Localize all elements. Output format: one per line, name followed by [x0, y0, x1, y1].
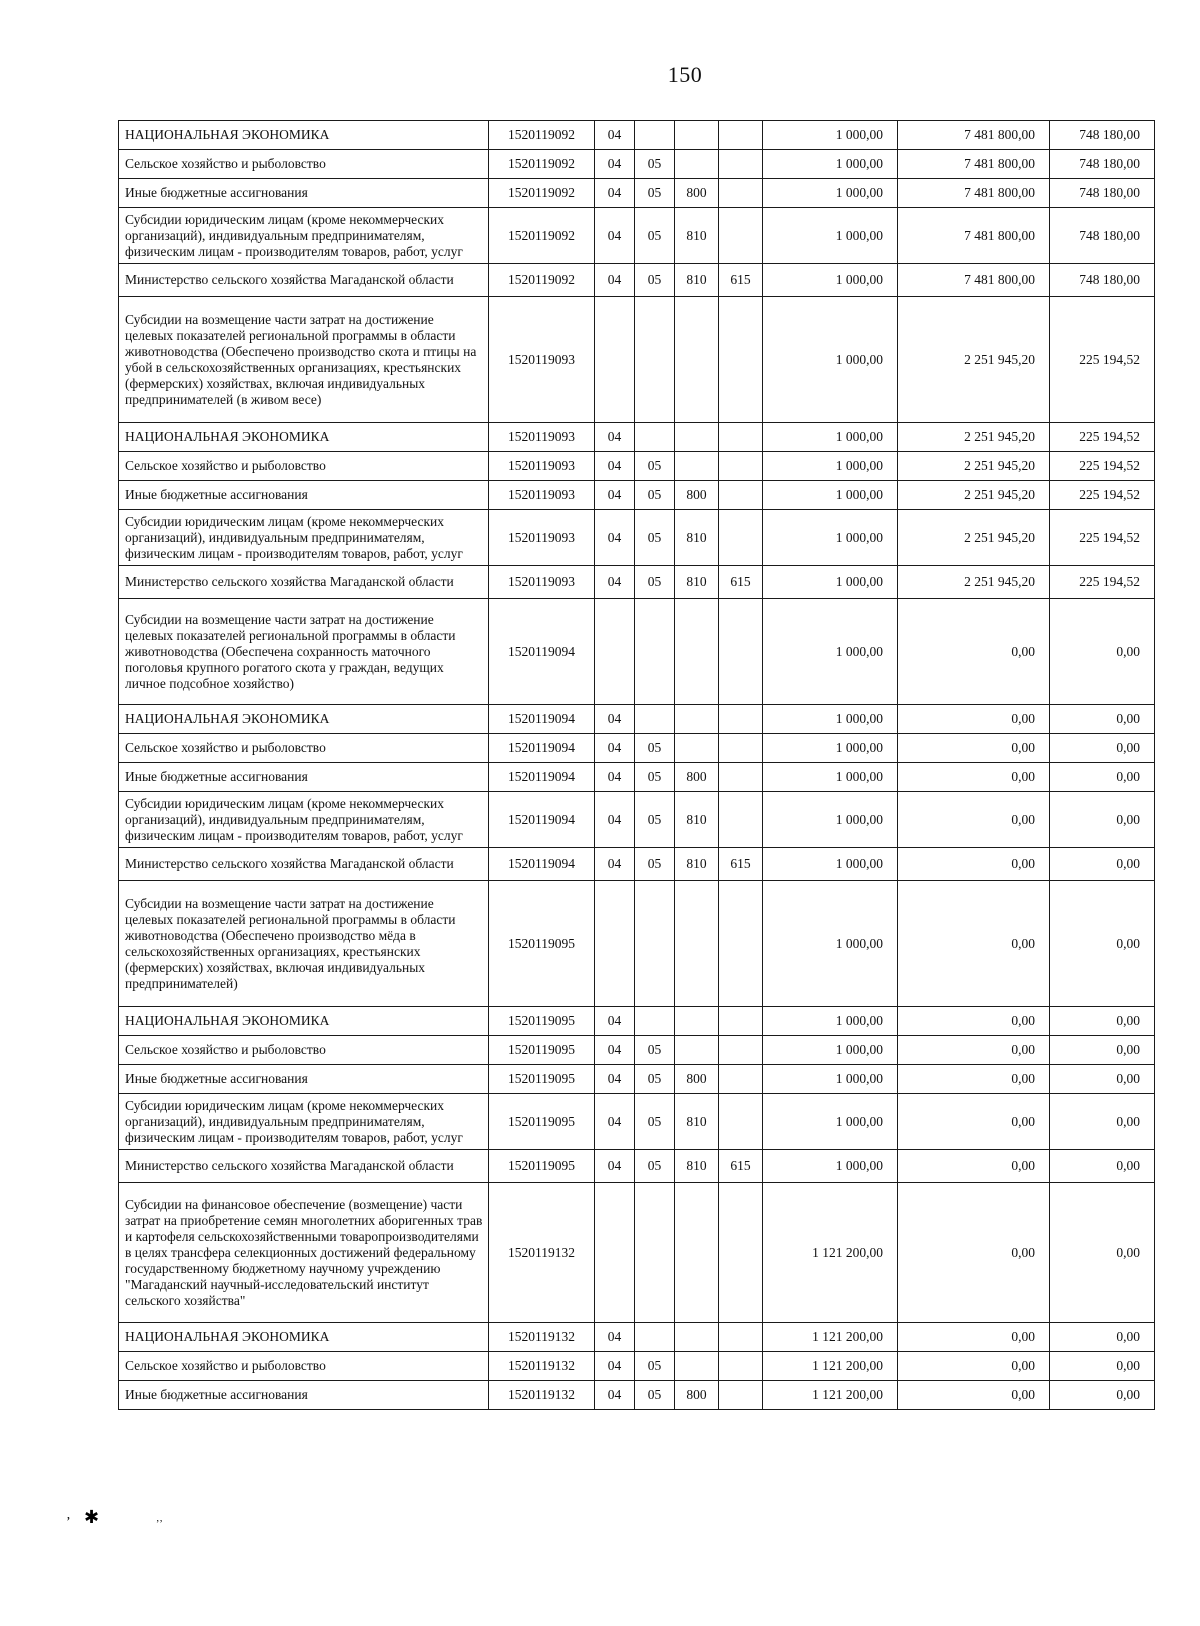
expense-type-code: 800: [675, 1381, 719, 1410]
row-name: Министерство сельского хозяйства Магаданской области: [119, 848, 489, 881]
amount-1: 1 000,00: [763, 452, 898, 481]
amount-3: 0,00: [1050, 1094, 1155, 1150]
section-code: 04: [595, 121, 635, 150]
table-row: [119, 599, 1155, 705]
amount-3: 0,00: [1050, 763, 1155, 792]
amount-3: 0,00: [1050, 1007, 1155, 1036]
amount-3: 0,00: [1050, 599, 1155, 705]
subsection-code: 05: [635, 264, 675, 297]
section-code: 04: [595, 1007, 635, 1036]
target-code: 1520119094: [489, 848, 595, 881]
ministry-code: 615: [719, 1150, 763, 1183]
amount-2: 0,00: [898, 1036, 1050, 1065]
ministry-code: [719, 510, 763, 566]
amount-3: 225 194,52: [1050, 423, 1155, 452]
subsection-code: [635, 1323, 675, 1352]
expense-type-code: 810: [675, 208, 719, 264]
ministry-code: [719, 1183, 763, 1323]
amount-1: 1 121 200,00: [763, 1183, 898, 1323]
table-row: [119, 510, 1155, 566]
expense-type-code: [675, 705, 719, 734]
ministry-code: [719, 763, 763, 792]
amount-3: 748 180,00: [1050, 150, 1155, 179]
ministry-code: [719, 599, 763, 705]
ministry-code: 615: [719, 848, 763, 881]
amount-3: 225 194,52: [1050, 452, 1155, 481]
expense-type-code: [675, 121, 719, 150]
amount-1: 1 000,00: [763, 1065, 898, 1094]
ministry-code: 615: [719, 566, 763, 599]
amount-2: 0,00: [898, 1150, 1050, 1183]
expense-type-code: [675, 1183, 719, 1323]
row-name: НАЦИОНАЛЬНАЯ ЭКОНОМИКА: [119, 705, 489, 734]
table-row: [119, 452, 1155, 481]
row-name: Сельское хозяйство и рыболовство: [119, 1352, 489, 1381]
expense-type-code: 810: [675, 792, 719, 848]
section-code: 04: [595, 452, 635, 481]
subsection-code: [635, 121, 675, 150]
amount-3: 0,00: [1050, 705, 1155, 734]
row-name: НАЦИОНАЛЬНАЯ ЭКОНОМИКА: [119, 1323, 489, 1352]
amount-2: 0,00: [898, 881, 1050, 1007]
row-name: Министерство сельского хозяйства Магаданской области: [119, 264, 489, 297]
ministry-code: [719, 881, 763, 1007]
budget-table: [118, 120, 1155, 1410]
target-code: 1520119093: [489, 510, 595, 566]
target-code: 1520119093: [489, 566, 595, 599]
amount-2: 0,00: [898, 1183, 1050, 1323]
expense-type-code: [675, 452, 719, 481]
amount-2: 2 251 945,20: [898, 481, 1050, 510]
amount-2: 7 481 800,00: [898, 121, 1050, 150]
ministry-code: [719, 1036, 763, 1065]
table-row: [119, 763, 1155, 792]
amount-2: 2 251 945,20: [898, 566, 1050, 599]
table-row: [119, 1183, 1155, 1323]
row-name: Субсидии юридическим лицам (кроме некоммерческих организаций), индивидуальным предпринимателям, физическим лицам - производителям товаров, работ, услуг: [119, 208, 489, 264]
amount-2: 0,00: [898, 848, 1050, 881]
target-code: 1520119132: [489, 1323, 595, 1352]
section-code: 04: [595, 705, 635, 734]
section-code: 04: [595, 1352, 635, 1381]
amount-2: 0,00: [898, 1094, 1050, 1150]
section-code: 04: [595, 150, 635, 179]
subsection-code: 05: [635, 481, 675, 510]
ministry-code: [719, 792, 763, 848]
subsection-code: 05: [635, 452, 675, 481]
amount-1: 1 000,00: [763, 423, 898, 452]
subsection-code: 05: [635, 510, 675, 566]
section-code: 04: [595, 792, 635, 848]
section-code: 04: [595, 179, 635, 208]
expense-type-code: [675, 1036, 719, 1065]
expense-type-code: [675, 1323, 719, 1352]
expense-type-code: 810: [675, 1094, 719, 1150]
amount-3: 0,00: [1050, 1183, 1155, 1323]
amount-2: 2 251 945,20: [898, 452, 1050, 481]
amount-3: 748 180,00: [1050, 208, 1155, 264]
target-code: 1520119094: [489, 705, 595, 734]
target-code: 1520119132: [489, 1381, 595, 1410]
target-code: 1520119094: [489, 792, 595, 848]
amount-1: 1 000,00: [763, 1036, 898, 1065]
table-row: [119, 297, 1155, 423]
amount-3: 0,00: [1050, 1381, 1155, 1410]
table-row: [119, 1094, 1155, 1150]
row-name: Сельское хозяйство и рыболовство: [119, 150, 489, 179]
expense-type-code: [675, 423, 719, 452]
row-name: Субсидии юридическим лицам (кроме некоммерческих организаций), индивидуальным предпринимателям, физическим лицам - производителям товаров, работ, услуг: [119, 792, 489, 848]
row-name: Субсидии на возмещение части затрат на достижение целевых показателей региональной программы в области животноводства (Обеспечено производство мёда в сельскохозяйственных организациях, крестьянских (фермерских) хозяйствах, включая индивидуальных предпринимателей): [119, 881, 489, 1007]
amount-3: 0,00: [1050, 1150, 1155, 1183]
subsection-code: [635, 881, 675, 1007]
amount-1: 1 000,00: [763, 599, 898, 705]
ministry-code: [719, 481, 763, 510]
amount-3: 748 180,00: [1050, 179, 1155, 208]
ministry-code: [719, 1007, 763, 1036]
expense-type-code: 800: [675, 1065, 719, 1094]
row-name: Субсидии на возмещение части затрат на достижение целевых показателей региональной программы в области животноводства (Обеспечена сохранность маточного поголовья крупного рогатого скота у граждан, ведущих личное подсобное хозяйство): [119, 599, 489, 705]
row-name: Субсидии на финансовое обеспечение (возмещение) части затрат на приобретение семян многолетних аборигенных трав и картофеля сельскохозяйственными товаропроизводителями в целях трансфера селекционных достижений федеральному государственному бюджетному научному учреждению "Магаданский научный-исследовательский институт сельского хозяйства": [119, 1183, 489, 1323]
row-name: Субсидии юридическим лицам (кроме некоммерческих организаций), индивидуальным предпринимателям, физическим лицам - производителям товаров, работ, услуг: [119, 1094, 489, 1150]
subsection-code: [635, 423, 675, 452]
amount-1: 1 000,00: [763, 297, 898, 423]
amount-3: 225 194,52: [1050, 481, 1155, 510]
subsection-code: 05: [635, 208, 675, 264]
subsection-code: [635, 297, 675, 423]
amount-3: 748 180,00: [1050, 121, 1155, 150]
subsection-code: 05: [635, 792, 675, 848]
target-code: 1520119132: [489, 1352, 595, 1381]
target-code: 1520119095: [489, 1150, 595, 1183]
target-code: 1520119094: [489, 599, 595, 705]
subsection-code: 05: [635, 179, 675, 208]
subsection-code: 05: [635, 1352, 675, 1381]
section-code: 04: [595, 510, 635, 566]
subsection-code: 05: [635, 150, 675, 179]
amount-1: 1 000,00: [763, 763, 898, 792]
amount-2: 0,00: [898, 734, 1050, 763]
amount-3: 225 194,52: [1050, 510, 1155, 566]
table-row: [119, 566, 1155, 599]
subsection-code: 05: [635, 848, 675, 881]
table-row: [119, 121, 1155, 150]
amount-3: 225 194,52: [1050, 297, 1155, 423]
subsection-code: [635, 1007, 675, 1036]
section-code: [595, 1183, 635, 1323]
ministry-code: [719, 1323, 763, 1352]
section-code: 04: [595, 208, 635, 264]
amount-1: 1 121 200,00: [763, 1381, 898, 1410]
section-code: 04: [595, 734, 635, 763]
section-code: 04: [595, 481, 635, 510]
table-row: [119, 792, 1155, 848]
row-name: НАЦИОНАЛЬНАЯ ЭКОНОМИКА: [119, 121, 489, 150]
row-name: Сельское хозяйство и рыболовство: [119, 734, 489, 763]
subsection-code: 05: [635, 1150, 675, 1183]
subsection-code: 05: [635, 1381, 675, 1410]
section-code: 04: [595, 763, 635, 792]
section-code: 04: [595, 1150, 635, 1183]
scan-speck: ʼʼ: [156, 1519, 163, 1530]
ministry-code: [719, 1352, 763, 1381]
target-code: 1520119095: [489, 881, 595, 1007]
amount-3: 0,00: [1050, 1323, 1155, 1352]
amount-1: 1 000,00: [763, 705, 898, 734]
target-code: 1520119093: [489, 423, 595, 452]
table-row: [119, 705, 1155, 734]
section-code: [595, 297, 635, 423]
row-name: Иные бюджетные ассигнования: [119, 179, 489, 208]
table-row: [119, 150, 1155, 179]
expense-type-code: 810: [675, 510, 719, 566]
table-row: [119, 734, 1155, 763]
amount-2: 0,00: [898, 792, 1050, 848]
expense-type-code: 800: [675, 763, 719, 792]
subsection-code: 05: [635, 566, 675, 599]
target-code: 1520119092: [489, 208, 595, 264]
amount-3: 0,00: [1050, 1065, 1155, 1094]
ministry-code: [719, 705, 763, 734]
row-name: НАЦИОНАЛЬНАЯ ЭКОНОМИКА: [119, 423, 489, 452]
expense-type-code: [675, 734, 719, 763]
section-code: 04: [595, 1036, 635, 1065]
table-row: [119, 881, 1155, 1007]
table-row: [119, 264, 1155, 297]
subsection-code: 05: [635, 734, 675, 763]
target-code: 1520119093: [489, 297, 595, 423]
row-name: Министерство сельского хозяйства Магаданской области: [119, 1150, 489, 1183]
expense-type-code: 800: [675, 481, 719, 510]
table-row: [119, 481, 1155, 510]
section-code: 04: [595, 848, 635, 881]
row-name: Сельское хозяйство и рыболовство: [119, 452, 489, 481]
subsection-code: [635, 705, 675, 734]
ministry-code: [719, 121, 763, 150]
amount-2: 0,00: [898, 763, 1050, 792]
amount-3: 0,00: [1050, 1036, 1155, 1065]
amount-2: 0,00: [898, 1352, 1050, 1381]
target-code: 1520119092: [489, 264, 595, 297]
row-name: Сельское хозяйство и рыболовство: [119, 1036, 489, 1065]
row-name: Субсидии юридическим лицам (кроме некоммерческих организаций), индивидуальным предпринимателям, физическим лицам - производителям товаров, работ, услуг: [119, 510, 489, 566]
ministry-code: [719, 1094, 763, 1150]
subsection-code: 05: [635, 1065, 675, 1094]
amount-2: 2 251 945,20: [898, 423, 1050, 452]
table-row: [119, 1150, 1155, 1183]
amount-1: 1 000,00: [763, 481, 898, 510]
amount-3: 0,00: [1050, 1352, 1155, 1381]
row-name: Субсидии на возмещение части затрат на достижение целевых показателей региональной программы в области животноводства (Обеспечено производство скота и птицы на убой в сельскохозяйственных организациях, крестьянских (фермерских) хозяйствах, включая индивидуальных предпринимателей (в живом весе): [119, 297, 489, 423]
section-code: 04: [595, 1381, 635, 1410]
amount-1: 1 000,00: [763, 510, 898, 566]
subsection-code: 05: [635, 1094, 675, 1150]
section-code: 04: [595, 1094, 635, 1150]
amount-2: 0,00: [898, 1065, 1050, 1094]
ministry-code: [719, 179, 763, 208]
subsection-code: 05: [635, 1036, 675, 1065]
ministry-code: 615: [719, 264, 763, 297]
amount-2: 0,00: [898, 1007, 1050, 1036]
target-code: 1520119092: [489, 121, 595, 150]
row-name: Иные бюджетные ассигнования: [119, 481, 489, 510]
amount-2: 0,00: [898, 1323, 1050, 1352]
target-code: 1520119132: [489, 1183, 595, 1323]
expense-type-code: [675, 881, 719, 1007]
table-row: [119, 208, 1155, 264]
amount-3: 0,00: [1050, 792, 1155, 848]
amount-1: 1 000,00: [763, 566, 898, 599]
section-code: [595, 881, 635, 1007]
expense-type-code: 810: [675, 1150, 719, 1183]
table-row: [119, 1323, 1155, 1352]
expense-type-code: [675, 150, 719, 179]
target-code: 1520119092: [489, 179, 595, 208]
amount-2: 7 481 800,00: [898, 179, 1050, 208]
ministry-code: [719, 734, 763, 763]
amount-3: 225 194,52: [1050, 566, 1155, 599]
amount-2: 0,00: [898, 705, 1050, 734]
row-name: Иные бюджетные ассигнования: [119, 1065, 489, 1094]
amount-3: 0,00: [1050, 881, 1155, 1007]
subsection-code: [635, 1183, 675, 1323]
amount-2: 7 481 800,00: [898, 150, 1050, 179]
table-row: [119, 179, 1155, 208]
amount-1: 1 000,00: [763, 1094, 898, 1150]
table-row: [119, 1381, 1155, 1410]
amount-2: 2 251 945,20: [898, 510, 1050, 566]
ministry-code: [719, 150, 763, 179]
row-name: Иные бюджетные ассигнования: [119, 1381, 489, 1410]
scan-speck: ʼ: [66, 1515, 71, 1530]
table-row: [119, 423, 1155, 452]
amount-1: 1 000,00: [763, 179, 898, 208]
amount-1: 1 000,00: [763, 150, 898, 179]
ministry-code: [719, 423, 763, 452]
amount-1: 1 000,00: [763, 121, 898, 150]
ministry-code: [719, 1381, 763, 1410]
expense-type-code: [675, 599, 719, 705]
amount-2: 0,00: [898, 1381, 1050, 1410]
section-code: [595, 599, 635, 705]
section-code: 04: [595, 264, 635, 297]
expense-type-code: 810: [675, 566, 719, 599]
table-row: [119, 848, 1155, 881]
target-code: 1520119094: [489, 734, 595, 763]
amount-1: 1 121 200,00: [763, 1352, 898, 1381]
target-code: 1520119092: [489, 150, 595, 179]
subsection-code: [635, 599, 675, 705]
target-code: 1520119095: [489, 1007, 595, 1036]
amount-2: 7 481 800,00: [898, 264, 1050, 297]
row-name: Министерство сельского хозяйства Магаданской области: [119, 566, 489, 599]
table-row: [119, 1065, 1155, 1094]
row-name: Иные бюджетные ассигнования: [119, 763, 489, 792]
ministry-code: [719, 208, 763, 264]
amount-1: 1 000,00: [763, 734, 898, 763]
ministry-code: [719, 452, 763, 481]
scan-blot: ✱: [84, 1507, 100, 1527]
expense-type-code: 800: [675, 179, 719, 208]
section-code: 04: [595, 566, 635, 599]
amount-1: 1 000,00: [763, 264, 898, 297]
section-code: 04: [595, 1065, 635, 1094]
amount-2: 0,00: [898, 599, 1050, 705]
target-code: 1520119095: [489, 1094, 595, 1150]
expense-type-code: [675, 1007, 719, 1036]
table-row: [119, 1352, 1155, 1381]
expense-type-code: 810: [675, 848, 719, 881]
amount-1: 1 000,00: [763, 848, 898, 881]
target-code: 1520119094: [489, 763, 595, 792]
ministry-code: [719, 1065, 763, 1094]
target-code: 1520119095: [489, 1065, 595, 1094]
subsection-code: 05: [635, 763, 675, 792]
row-name: НАЦИОНАЛЬНАЯ ЭКОНОМИКА: [119, 1007, 489, 1036]
amount-1: 1 000,00: [763, 881, 898, 1007]
target-code: 1520119093: [489, 481, 595, 510]
amount-1: 1 000,00: [763, 208, 898, 264]
amount-1: 1 121 200,00: [763, 1323, 898, 1352]
table-row: [119, 1007, 1155, 1036]
amount-2: 2 251 945,20: [898, 297, 1050, 423]
expense-type-code: [675, 1352, 719, 1381]
page-number: 150: [667, 62, 703, 87]
amount-2: 7 481 800,00: [898, 208, 1050, 264]
amount-3: 0,00: [1050, 734, 1155, 763]
target-code: 1520119093: [489, 452, 595, 481]
section-code: 04: [595, 423, 635, 452]
target-code: 1520119095: [489, 1036, 595, 1065]
amount-1: 1 000,00: [763, 1150, 898, 1183]
table-row: [119, 1036, 1155, 1065]
expense-type-code: [675, 297, 719, 423]
amount-1: 1 000,00: [763, 792, 898, 848]
amount-3: 0,00: [1050, 848, 1155, 881]
amount-1: 1 000,00: [763, 1007, 898, 1036]
amount-3: 748 180,00: [1050, 264, 1155, 297]
ministry-code: [719, 297, 763, 423]
expense-type-code: 810: [675, 264, 719, 297]
section-code: 04: [595, 1323, 635, 1352]
